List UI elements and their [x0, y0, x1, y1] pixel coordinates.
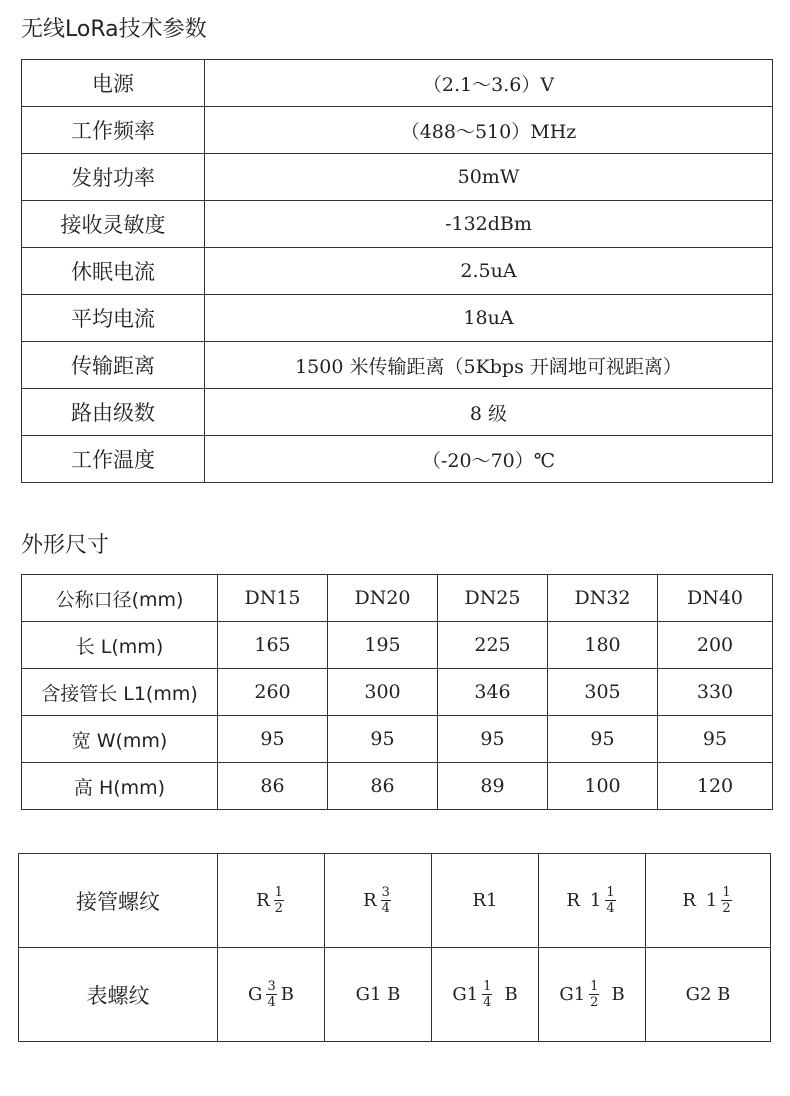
- header-label: 公称口径(mm): [22, 575, 218, 622]
- thread-cell: [325, 854, 432, 948]
- table-cell: 180: [548, 622, 658, 669]
- param-value: 18uA: [205, 295, 773, 342]
- thread-prefix: G1: [559, 984, 586, 1005]
- table-cell: 95: [438, 716, 548, 763]
- table-row: [22, 622, 773, 669]
- fraction-denominator: 2: [590, 995, 599, 1010]
- column-header: DN20: [328, 575, 438, 622]
- table-cell: 100: [548, 763, 658, 810]
- table-cell: 165: [218, 622, 328, 669]
- thread-prefix: R: [256, 890, 270, 911]
- fraction-denominator: 2: [722, 901, 731, 916]
- thread-spec: [363, 885, 393, 916]
- table-cell: 95: [658, 716, 773, 763]
- column-header: DN32: [548, 575, 658, 622]
- table-cell: 260: [218, 669, 328, 716]
- thread-spec: [248, 979, 294, 1010]
- table-cell: 95: [218, 716, 328, 763]
- column-header: DN40: [658, 575, 773, 622]
- table-cell: 86: [218, 763, 328, 810]
- param-label: 电源: [22, 60, 205, 107]
- fraction-denominator: 4: [483, 995, 492, 1010]
- param-value: 8 级: [205, 389, 773, 436]
- param-value: （488～510）MHz: [205, 107, 773, 154]
- fraction: [482, 979, 492, 1010]
- thread-spec: [682, 885, 733, 916]
- thread-spec: R1: [472, 890, 498, 911]
- thread-suffix: B: [504, 984, 518, 1005]
- thread-cell: [539, 948, 646, 1042]
- thread-table: [18, 853, 771, 1042]
- table-cell: 95: [548, 716, 658, 763]
- table-row: [22, 669, 773, 716]
- fraction-denominator: 4: [381, 901, 390, 916]
- table-cell: 95: [328, 716, 438, 763]
- row-label: 宽 W(mm): [22, 716, 218, 763]
- fraction-denominator: 4: [267, 995, 276, 1010]
- thread-whole: 1: [589, 890, 602, 911]
- table-row: [22, 342, 773, 389]
- lora-params-title: 无线LoRa技术参数: [21, 17, 207, 42]
- table-cell: 300: [328, 669, 438, 716]
- thread-spec: [559, 979, 624, 1010]
- table-header-row: [22, 575, 773, 622]
- row-label: 高 H(mm): [22, 763, 218, 810]
- table-cell: 305: [548, 669, 658, 716]
- param-value: -132dBm: [205, 201, 773, 248]
- param-value: 2.5uA: [205, 248, 773, 295]
- thread-prefix: R: [566, 890, 580, 911]
- table-row: [22, 389, 773, 436]
- thread-cell: [646, 948, 771, 1042]
- param-label: 路由级数: [22, 389, 205, 436]
- param-label: 发射功率: [22, 154, 205, 201]
- fraction-denominator: 2: [274, 901, 283, 916]
- table-row: [19, 854, 771, 948]
- fraction-denominator: 4: [606, 901, 615, 916]
- fraction: [266, 979, 276, 1010]
- table-cell: 86: [328, 763, 438, 810]
- table-row: [22, 154, 773, 201]
- table-row: [22, 436, 773, 483]
- table-row: [22, 107, 773, 154]
- row-label: 表螺纹: [19, 948, 218, 1042]
- fraction: [605, 885, 615, 916]
- table-cell: 330: [658, 669, 773, 716]
- table-cell: 120: [658, 763, 773, 810]
- param-value: （-20～70）℃: [205, 436, 773, 483]
- thread-suffix: B: [611, 984, 625, 1005]
- fraction: [381, 885, 391, 916]
- thread-suffix: B: [280, 984, 294, 1005]
- thread-cell: [539, 854, 646, 948]
- fraction-numerator: 3: [267, 979, 276, 994]
- thread-prefix: G1: [452, 984, 479, 1005]
- dimensions-table: [21, 574, 773, 810]
- thread-spec: G2 B: [685, 984, 731, 1005]
- thread-spec: [452, 979, 517, 1010]
- param-label: 休眠电流: [22, 248, 205, 295]
- fraction-numerator: 1: [274, 885, 283, 900]
- table-row: [22, 716, 773, 763]
- table-row: [19, 948, 771, 1042]
- table-cell: 200: [658, 622, 773, 669]
- fraction-numerator: 1: [483, 979, 492, 994]
- thread-spec: G1 B: [355, 984, 401, 1005]
- thread-cell: [646, 854, 771, 948]
- thread-prefix: G: [248, 984, 263, 1005]
- param-value: 50mW: [205, 154, 773, 201]
- fraction: [274, 885, 284, 916]
- param-label: 传输距离: [22, 342, 205, 389]
- fraction-numerator: 1: [722, 885, 731, 900]
- fraction: [721, 885, 731, 916]
- thread-prefix: R: [363, 890, 377, 911]
- table-cell: 89: [438, 763, 548, 810]
- table-row: [22, 248, 773, 295]
- param-label: 接收灵敏度: [22, 201, 205, 248]
- row-label: 接管螺纹: [19, 854, 218, 948]
- table-row: [22, 201, 773, 248]
- lora-params-table: [21, 59, 773, 483]
- param-value: （2.1～3.6）V: [205, 60, 773, 107]
- table-cell: 346: [438, 669, 548, 716]
- table-row: [22, 763, 773, 810]
- thread-cell: [325, 948, 432, 1042]
- param-label: 平均电流: [22, 295, 205, 342]
- thread-cell: [218, 854, 325, 948]
- thread-cell: [432, 948, 539, 1042]
- row-label: 长 L(mm): [22, 622, 218, 669]
- param-label: 工作温度: [22, 436, 205, 483]
- fraction-numerator: 1: [590, 979, 599, 994]
- thread-cell: [432, 854, 539, 948]
- dimensions-title: 外形尺寸: [21, 533, 110, 558]
- column-header: DN25: [438, 575, 548, 622]
- fraction-numerator: 3: [381, 885, 390, 900]
- param-label: 工作频率: [22, 107, 205, 154]
- thread-spec: [256, 885, 286, 916]
- table-row: [22, 60, 773, 107]
- thread-prefix: R: [682, 890, 696, 911]
- row-label: 含接管长 L1(mm): [22, 669, 218, 716]
- fraction-numerator: 1: [606, 885, 615, 900]
- thread-cell: [218, 948, 325, 1042]
- table-cell: 225: [438, 622, 548, 669]
- param-value: 1500 米传输距离（5Kbps 开阔地可视距离）: [205, 342, 773, 389]
- thread-spec: [566, 885, 617, 916]
- fraction: [589, 979, 599, 1010]
- table-row: [22, 295, 773, 342]
- table-cell: 195: [328, 622, 438, 669]
- thread-whole: 1: [705, 890, 718, 911]
- column-header: DN15: [218, 575, 328, 622]
